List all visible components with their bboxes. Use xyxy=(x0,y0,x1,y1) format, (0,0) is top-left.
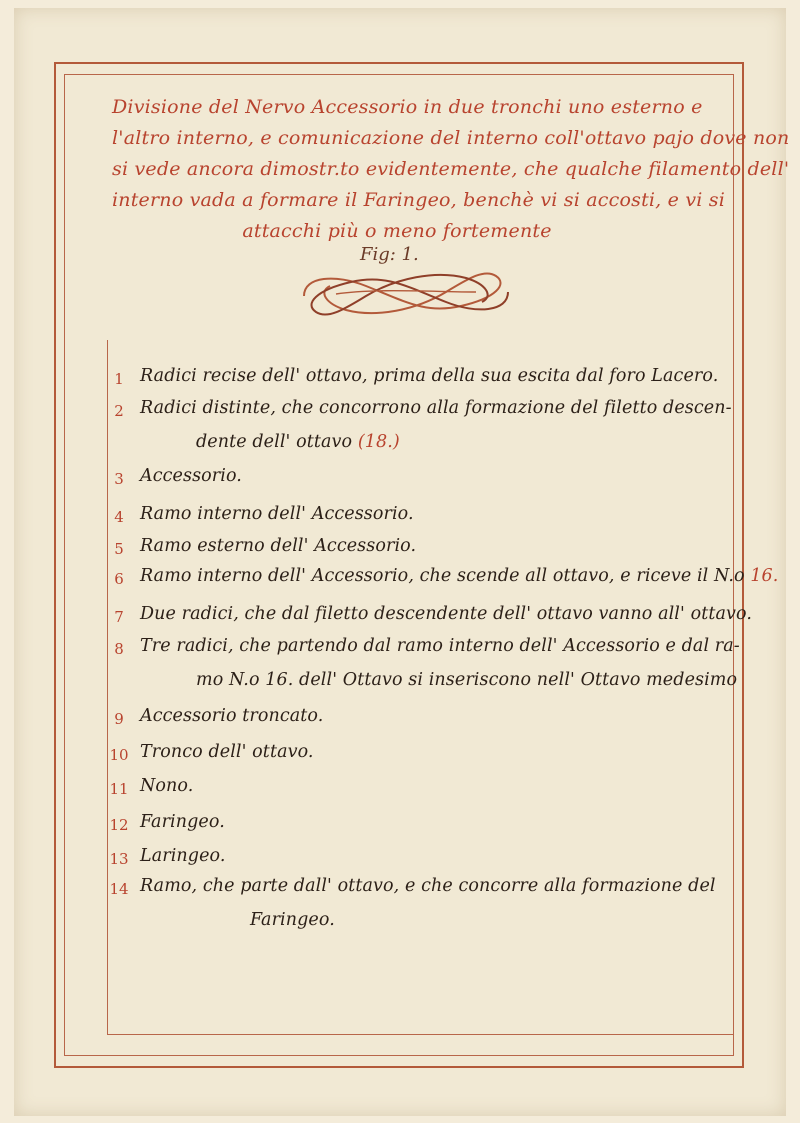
legend-text: Due radici, che dal filetto descendente dell' ottavo vanno all' ottavo. xyxy=(140,604,752,624)
legend-text: Tronco dell' ottavo. xyxy=(140,742,314,762)
legend-number: 14 xyxy=(109,880,129,898)
legend-text: Ramo esterno dell' Accessorio. xyxy=(140,536,417,556)
legend-text: Nono. xyxy=(140,776,194,796)
title-line-5: attacchi più o meno fortemente xyxy=(242,220,552,242)
legend-number: 11 xyxy=(109,780,129,798)
legend-number: 7 xyxy=(114,608,124,626)
title-line-4: interno vada a formare il Faringeo, benchè vi si accosti, e vi si xyxy=(112,189,726,211)
legend-text: Accessorio troncato. xyxy=(140,706,324,726)
legend-number: 2 xyxy=(114,402,124,420)
legend-number: 10 xyxy=(109,746,129,764)
title-line-3: si vede ancora dimostr.to evidentemente, che qualche filamento dell' xyxy=(112,158,790,180)
legend-number: 5 xyxy=(114,540,124,558)
legend-text: Laringeo. xyxy=(140,846,226,866)
legend-text: Radici recise dell' ottavo, prima della sua escita dal foro Lacero. xyxy=(140,366,719,386)
legend-text: mo N.o 16. dell' Ottavo si inseriscono nell' Ottavo medesimo xyxy=(196,670,738,690)
legend-number: 9 xyxy=(114,710,124,728)
legend-number: 3 xyxy=(114,470,124,488)
legend-text: Tre radici, che partendo dal ramo interno dell' Accessorio e dal ra- xyxy=(140,636,740,656)
legend-reference: (18.) xyxy=(357,432,400,452)
legend-text: Faringeo. xyxy=(140,812,225,832)
legend-text: Ramo interno dell' Accessorio. xyxy=(140,504,414,524)
legend-number: 13 xyxy=(109,850,129,868)
legend-text: Faringeo. xyxy=(250,910,335,930)
legend-number: 1 xyxy=(114,370,124,388)
figure-label: Fig: 1. xyxy=(360,244,419,265)
title-line-2: l'altro interno, e comunicazione del interno coll'ottavo pajo dove non xyxy=(112,127,790,149)
legend-text: Radici distinte, che concorrono alla formazione del filetto descen- xyxy=(140,398,732,418)
legend-reference: 16. xyxy=(750,566,779,586)
legend-text: Ramo, che parte dall' ottavo, e che concorre alla formazione del xyxy=(140,876,716,896)
legend-text: Ramo interno dell' Accessorio, che scende all ottavo, e riceve il N.o 16. xyxy=(140,566,779,586)
legend-number: 4 xyxy=(114,508,124,526)
legend-text: Accessorio. xyxy=(140,466,242,486)
legend-text: dente dell' ottavo (18.) xyxy=(196,432,400,452)
legend-number: 12 xyxy=(109,816,129,834)
legend-number: 8 xyxy=(114,640,124,658)
legend-number: 6 xyxy=(114,570,124,588)
title-line-1: Divisione del Nervo Accessorio in due tronchi uno esterno e xyxy=(112,96,703,118)
